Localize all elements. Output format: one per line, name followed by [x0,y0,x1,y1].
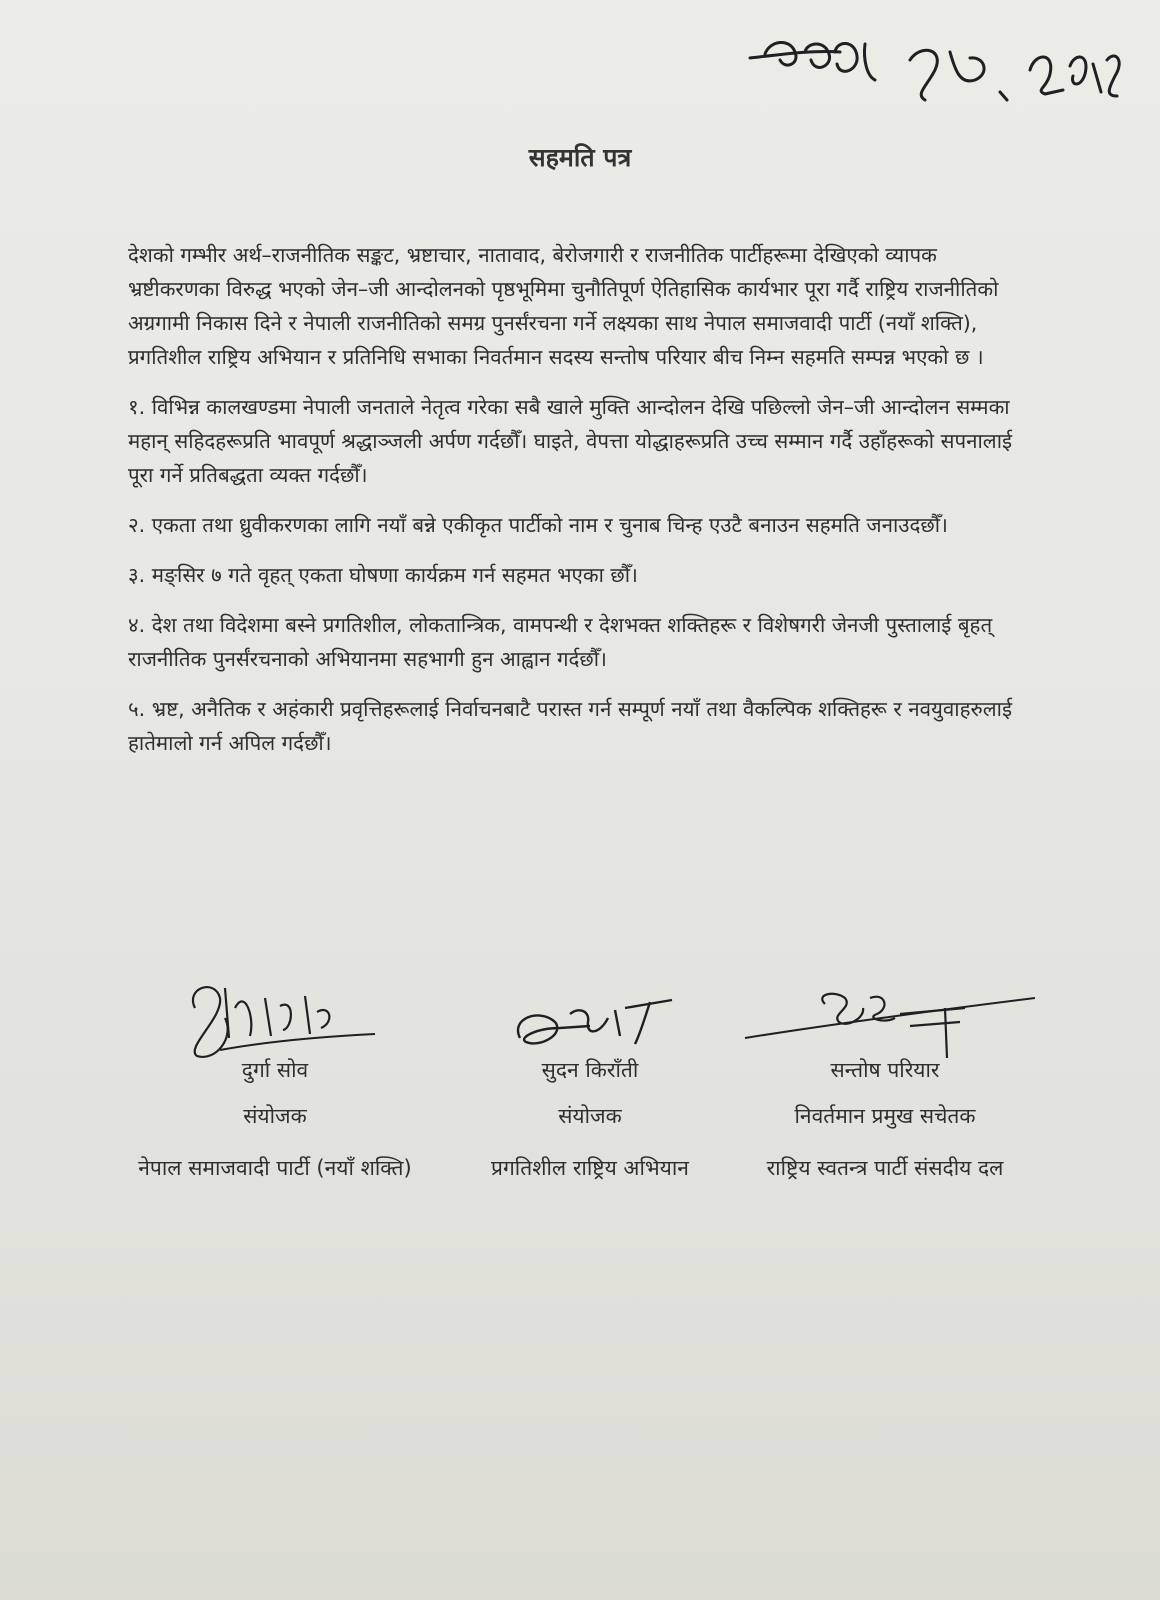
point-3: ३. मङ्सिर ७ गते वृहत् एकता घोषणा कार्यक्रम गर्न सहमत भएका छौँ। [128,563,638,587]
point-2: २. एकता तथा ध्रुवीकरणका लागि नयाँ बन्ने एकीकृत पार्टीको नाम र चुनाब चिन्ह एउटै बनाउन सहमति जनाउदछौँ। [128,513,948,537]
signatory-1 [115,978,435,1182]
signatory-3 [725,978,1045,1182]
signatory-name: सुदन किराँती [541,1058,639,1082]
document-title: सहमति पत्र [528,143,632,172]
signatory-2 [430,978,750,1182]
signatory-organization: प्रगतिशील राष्ट्रिय अभियान [491,1156,689,1180]
point-5: ५. भ्रष्ट, अनैतिक र अहंकारी प्रवृत्तिहरूलाई निर्वाचनबाटै परास्त गर्न सम्पूर्ण नयाँ तथा वैकल्पिक शक्तिहरू र नवयुवाहरुलाई हातेमालो गर्न अपिल गर्दछौँ। [128,697,1013,755]
document-body [128,238,1028,776]
signatory-organization: नेपाल समाजवादी पार्टी (नयाँ शक्ति) [138,1156,412,1180]
signatory-name: सन्तोष परियार [830,1058,940,1082]
signature-sudan-kiranti [440,978,740,1066]
point-4: ४. देश तथा विदेशमा बस्ने प्रगतिशील, लोकतान्त्रिक, वामपन्थी र देशभक्त शक्तिहरू र विशेषगरी जेनजी पुस्तालाई बृहत् राजनीतिक पुनर्संरचनाको अभियानमा सहभागी हुन आह्वान गर्दछौँ। [128,613,993,671]
signatory-role: संयोजक [243,1104,307,1128]
signatory-role: संयोजक [558,1104,622,1128]
signature-durga-sob [125,978,425,1066]
handwritten-date [745,30,1125,110]
intro-paragraph: देशको गम्भीर अर्थ–राजनीतिक सङ्कट, भ्रष्टाचार, नातावाद, बेरोजगारी र राजनीतिक पार्टीहरूमा देखिएको व्यापक भ्रष्टीकरणका विरुद्ध भएको जेन–जी आन्दोलनको पृष्ठभूमिमा चुनौतिपूर्ण ऐतिहासिक कार्यभार पूरा गर्दै राष्ट्रिय राजनीतिको अग्रगामी निकास दिने र नेपाली राजनीतिको समग्र पुनर्संरचना गर्ने लक्ष्यका साथ नेपाल समाजवादी पार्टी (नयाँ शक्ति), प्रगतिशील राष्ट्रिय अभियान र प्रतिनिधि सभाका निवर्तमान सदस्य सन्तोष परियार बीच निम्न सहमति सम्पन्न भएको छ । [128,243,999,369]
signatory-role: निवर्तमान प्रमुख सचेतक [794,1104,976,1128]
signature-santosh-pariyar [735,978,1035,1066]
signatory-organization: राष्ट्रिय स्वतन्त्र पार्टी संसदीय दल [766,1156,1004,1180]
point-1: १. विभिन्न कालखण्डमा नेपाली जनताले नेतृत्व गरेका सबै खाले मुक्ति आन्दोलन देखि पछिल्लो जेन–जी आन्दोलन सम्मका महान् सहिदहरूप्रति भावपूर्ण श्रद्धाञ्जली अर्पण गर्दछौँ। घाइते, वेपत्ता योद्धाहरूप्रति उच्च सम्मान गर्दै उहाँहरूको सपनालाई पूरा गर्ने प्रतिबद्धता व्यक्त गर्दछौँ। [128,395,1013,487]
signatory-name: दुर्गा सोव [241,1058,309,1082]
